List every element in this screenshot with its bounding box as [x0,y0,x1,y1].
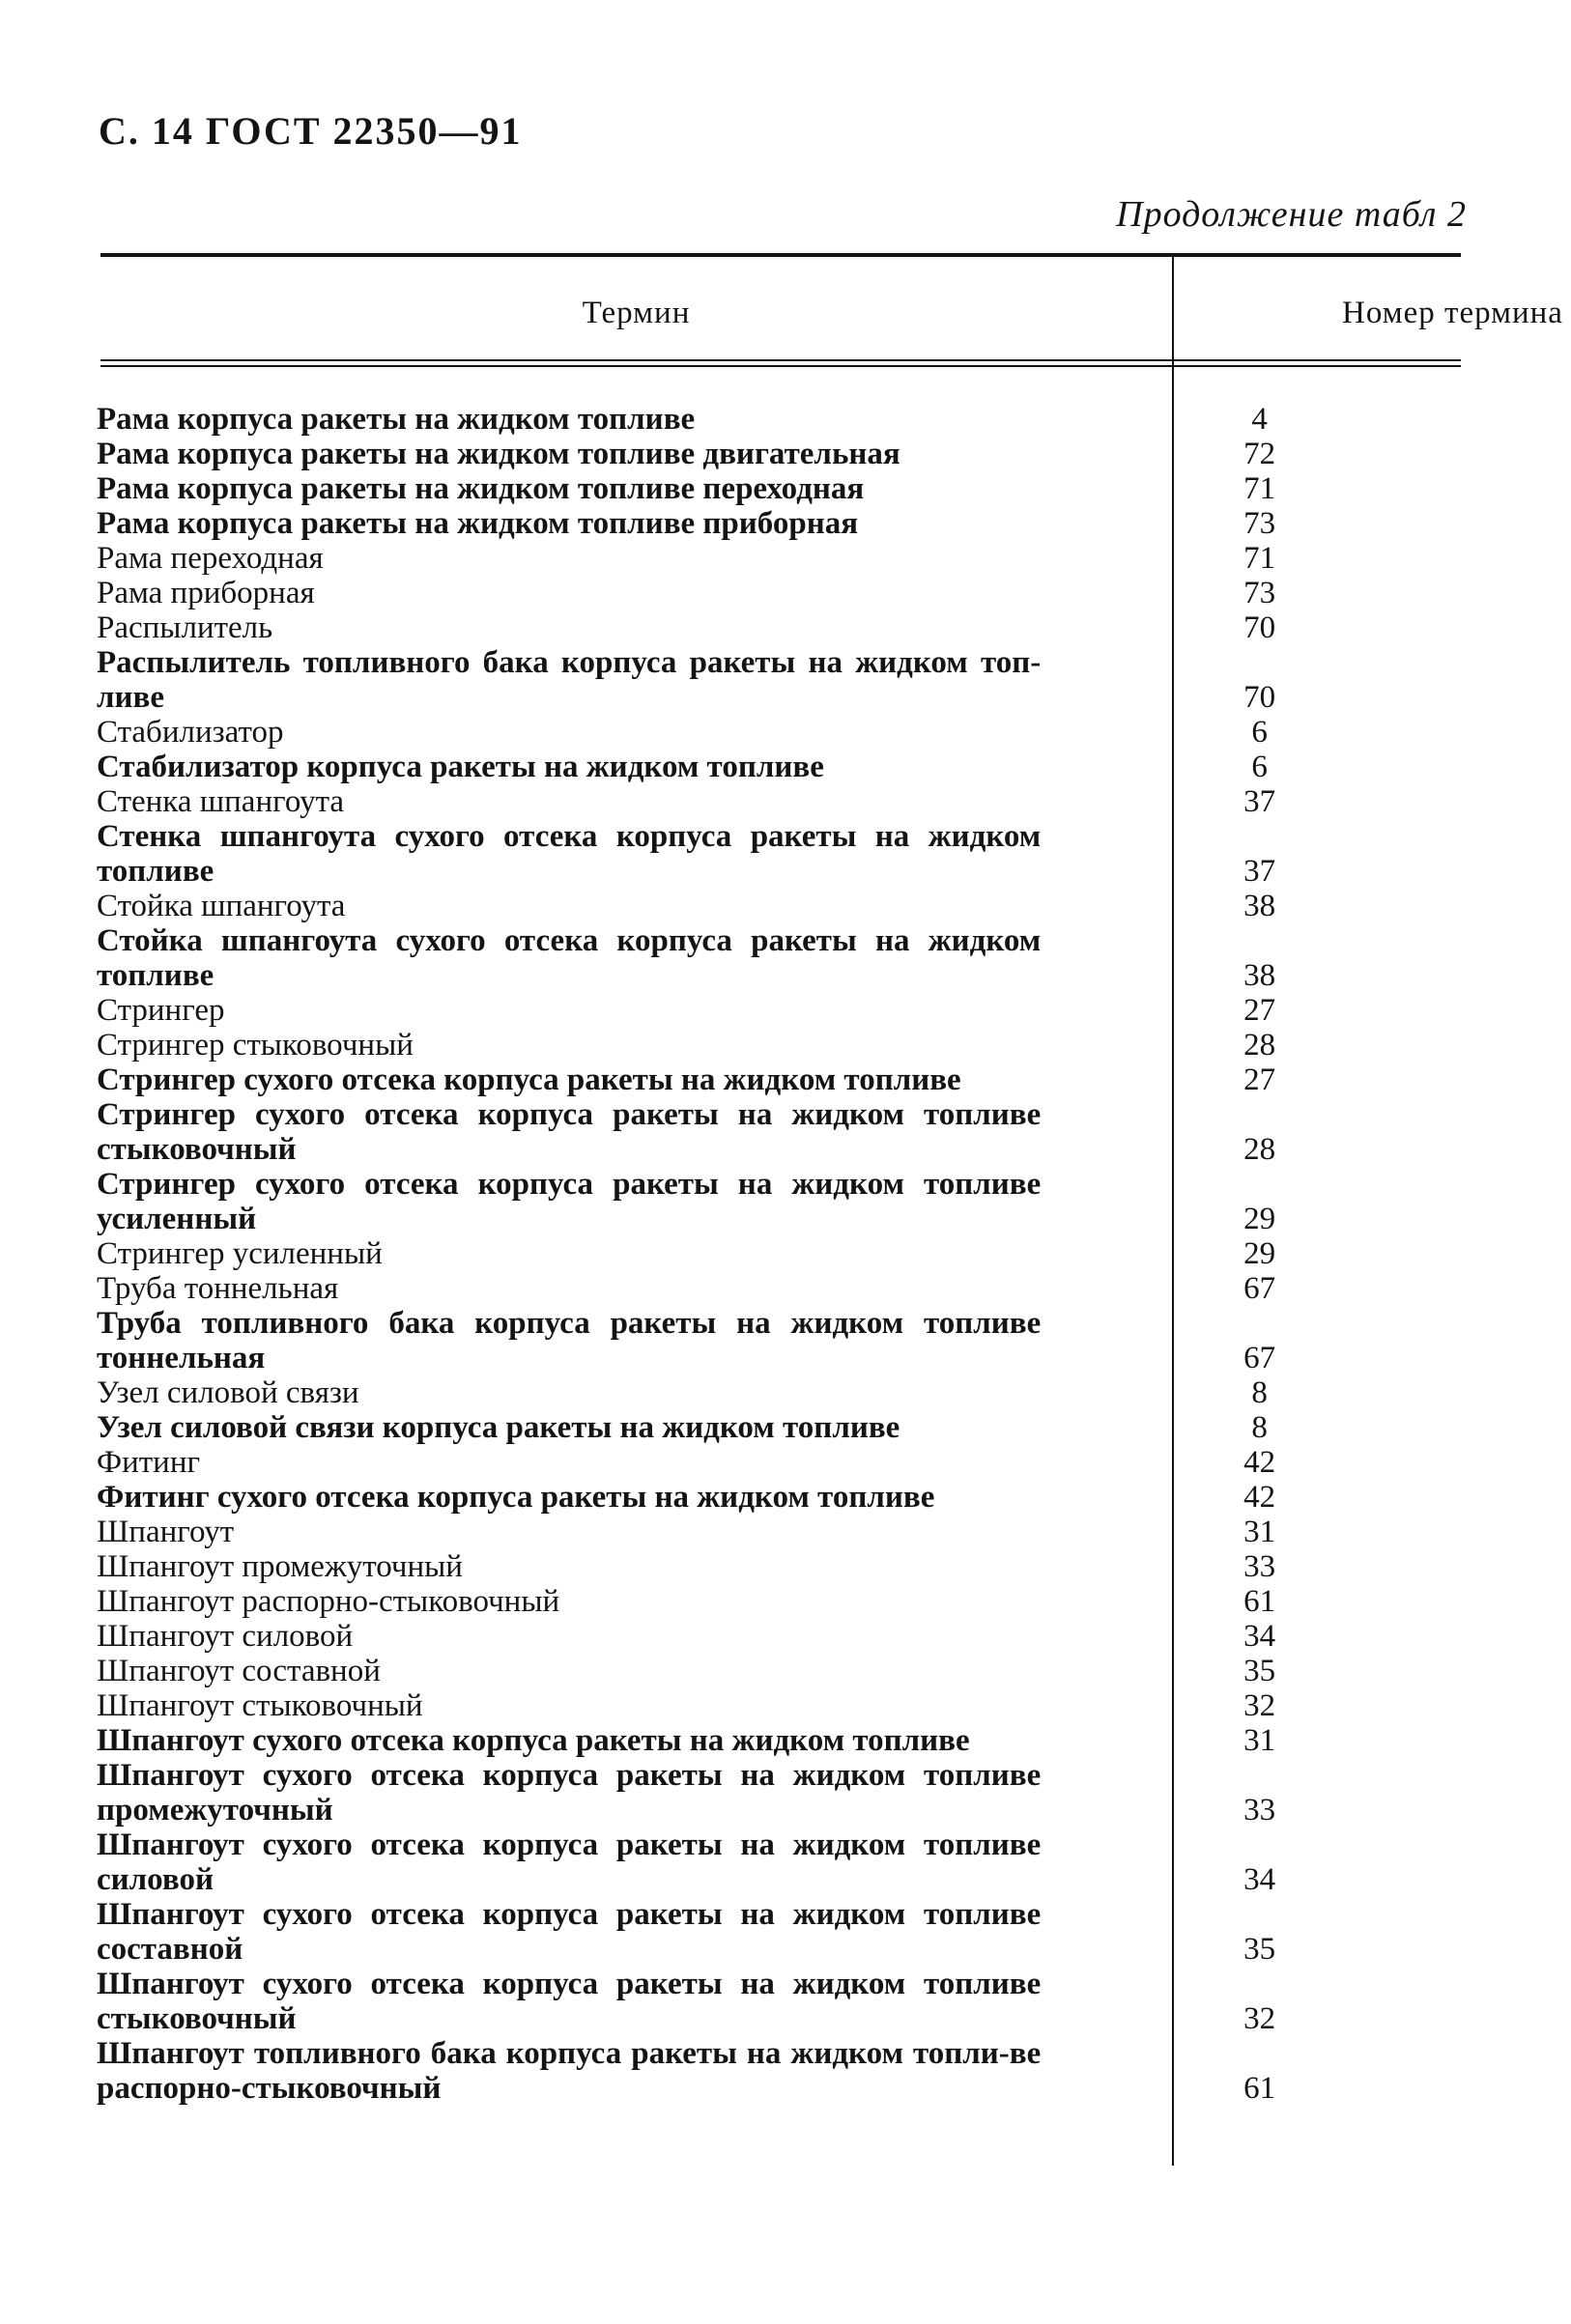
term-number: 33 [1243,1793,1276,1828]
term-text: Рама корпуса ракеты на жидком топливе [97,402,696,437]
table-continuation-label: Продолжение табл 2 [1116,194,1467,235]
table-row [97,1897,1343,1967]
table-row [97,1028,1343,1063]
term-text: Рама корпуса ракеты на жидком топливе приборная [97,506,859,541]
term-table-body [97,402,1343,2106]
table-row [97,1167,1343,1236]
term-text: Стабилизатор корпуса ракеты на жидком топливе [97,750,824,784]
term-text: Распылитель [97,610,273,645]
table-row [97,437,1343,471]
term-text: Шпангоут силовой [97,1619,354,1654]
term-number: 34 [1243,1619,1276,1654]
table-row [97,1515,1343,1549]
term-number: 73 [1243,506,1276,541]
term-number: 33 [1243,1549,1276,1584]
term-number: 72 [1243,437,1276,471]
term-number: 71 [1243,471,1276,506]
term-text: Стенка шпангоута сухого отсека корпуса ракеты на жидком топливе [97,819,1042,889]
table-row [97,610,1343,645]
term-number: 34 [1243,1862,1276,1897]
table-row [97,2036,1343,2106]
term-text: Труба топливного бака корпуса ракеты на жидком топливе тоннельная [97,1306,1042,1375]
table-row [97,1306,1343,1375]
term-text: Шпангоут составной [97,1654,381,1688]
term-number: 6 [1251,715,1268,750]
term-text: Стрингер усиленный [97,1236,383,1271]
term-text: Стойка шпангоута сухого отсека корпуса ракеты на жидком топливе [97,923,1042,993]
term-number: 37 [1243,784,1276,819]
term-text: Стенка шпангоута [97,784,345,819]
table-row [97,1271,1343,1306]
term-text: Рама корпуса ракеты на жидком топливе переходная [97,471,865,506]
term-number: 29 [1243,1236,1276,1271]
table-row [97,923,1343,993]
table-row [97,1063,1343,1097]
term-text: Шпангоут промежуточный [97,1549,463,1584]
term-text: Шпангоут сухого отсека корпуса ракеты на жидком топливе [97,1723,970,1758]
column-header-term: Термин [582,296,691,330]
table-row [97,1758,1343,1828]
term-number: 70 [1243,680,1276,715]
table-top-rule [100,253,1461,257]
term-text: Фитинг [97,1445,201,1480]
term-text: Стрингер сухого отсека корпуса ракеты на жидком топливе [97,1063,961,1097]
table-row [97,784,1343,819]
table-row [97,1097,1343,1167]
column-header-number: Номер термина [1342,296,1563,330]
term-number: 73 [1243,576,1276,610]
table-header-rule [100,359,1461,367]
term-number: 4 [1251,402,1268,437]
term-text: Стабилизатор [97,715,284,750]
term-text: Фитинг сухого отсека корпуса ракеты на жидком топливе [97,1480,935,1515]
term-number: 71 [1243,541,1276,576]
term-text: Шпангоут распорно-стыковочный [97,1584,560,1619]
table-row [97,715,1343,750]
term-text: Узел силовой связи корпуса ракеты на жидком топливе [97,1410,900,1445]
table-row [97,1654,1343,1688]
table-row [97,471,1343,506]
table-row [97,1828,1343,1897]
term-number: 32 [1243,2001,1276,2036]
term-text: Стрингер сухого отсека корпуса ракеты на жидком топливе усиленный [97,1167,1042,1236]
term-text: Узел силовой связи [97,1375,359,1410]
term-text: Стрингер стыковочный [97,1028,414,1063]
table-row [97,1480,1343,1515]
term-number: 27 [1243,1063,1276,1097]
table-row [97,645,1343,715]
term-number: 8 [1251,1410,1268,1445]
term-number: 61 [1243,2071,1276,2106]
term-text: Шпангоут сухого отсека корпуса ракеты на жидком топливе составной [97,1897,1042,1967]
term-text: Шпангоут стыковочный [97,1688,423,1723]
term-number: 8 [1251,1375,1268,1410]
table-row [97,1410,1343,1445]
term-text: Шпангоут топливного бака корпуса ракеты на жидком топли-ве распорно-стыковочный [97,2036,1042,2106]
term-text: Труба тоннельная [97,1271,339,1306]
table-row [97,1236,1343,1271]
table-row [97,541,1343,576]
table-row [97,1967,1343,2036]
table-row [97,576,1343,610]
term-number: 61 [1243,1584,1276,1619]
table-row [97,1619,1343,1654]
term-number: 70 [1243,610,1276,645]
term-number: 42 [1243,1445,1276,1480]
table-row [97,1549,1343,1584]
term-number: 32 [1243,1688,1276,1723]
term-text: Рама приборная [97,576,315,610]
term-number: 29 [1243,1202,1276,1236]
term-number: 67 [1243,1271,1276,1306]
term-number: 35 [1243,1932,1276,1967]
table-row [97,506,1343,541]
term-number: 67 [1243,1341,1276,1375]
table-row [97,889,1343,923]
term-text: Шпангоут сухого отсека корпуса ракеты на жидком топливе стыковочный [97,1967,1042,2036]
table-row [97,1445,1343,1480]
term-text: Стрингер [97,993,225,1028]
table-row [97,819,1343,889]
term-number: 31 [1243,1723,1276,1758]
term-number: 37 [1243,854,1276,889]
term-text: Стрингер сухого отсека корпуса ракеты на жидком топливе стыковочный [97,1097,1042,1167]
page-header: С. 14 ГОСТ 22350—91 [99,109,523,153]
term-number: 6 [1251,750,1268,784]
term-text: Стойка шпангоута [97,889,346,923]
table-row [97,1375,1343,1410]
table-row [97,1688,1343,1723]
term-number: 35 [1243,1654,1276,1688]
term-number: 38 [1243,889,1276,923]
term-text: Распылитель топливного бака корпуса ракеты на жидком топ-ливе [97,645,1042,715]
term-text: Шпангоут сухого отсека корпуса ракеты на жидком топливе силовой [97,1828,1042,1897]
term-text: Рама корпуса ракеты на жидком топливе двигательная [97,437,900,471]
term-number: 38 [1243,958,1276,993]
term-number: 28 [1243,1028,1276,1063]
table-row [97,1584,1343,1619]
term-number: 42 [1243,1480,1276,1515]
table-row [97,750,1343,784]
table-row [97,402,1343,437]
term-text: Шпангоут [97,1515,235,1549]
term-text: Шпангоут сухого отсека корпуса ракеты на жидком топливе промежуточный [97,1758,1042,1828]
term-text: Рама переходная [97,541,324,576]
table-row [97,993,1343,1028]
term-number: 31 [1243,1515,1276,1549]
term-number: 28 [1243,1132,1276,1167]
term-number: 27 [1243,993,1276,1028]
table-row [97,1723,1343,1758]
